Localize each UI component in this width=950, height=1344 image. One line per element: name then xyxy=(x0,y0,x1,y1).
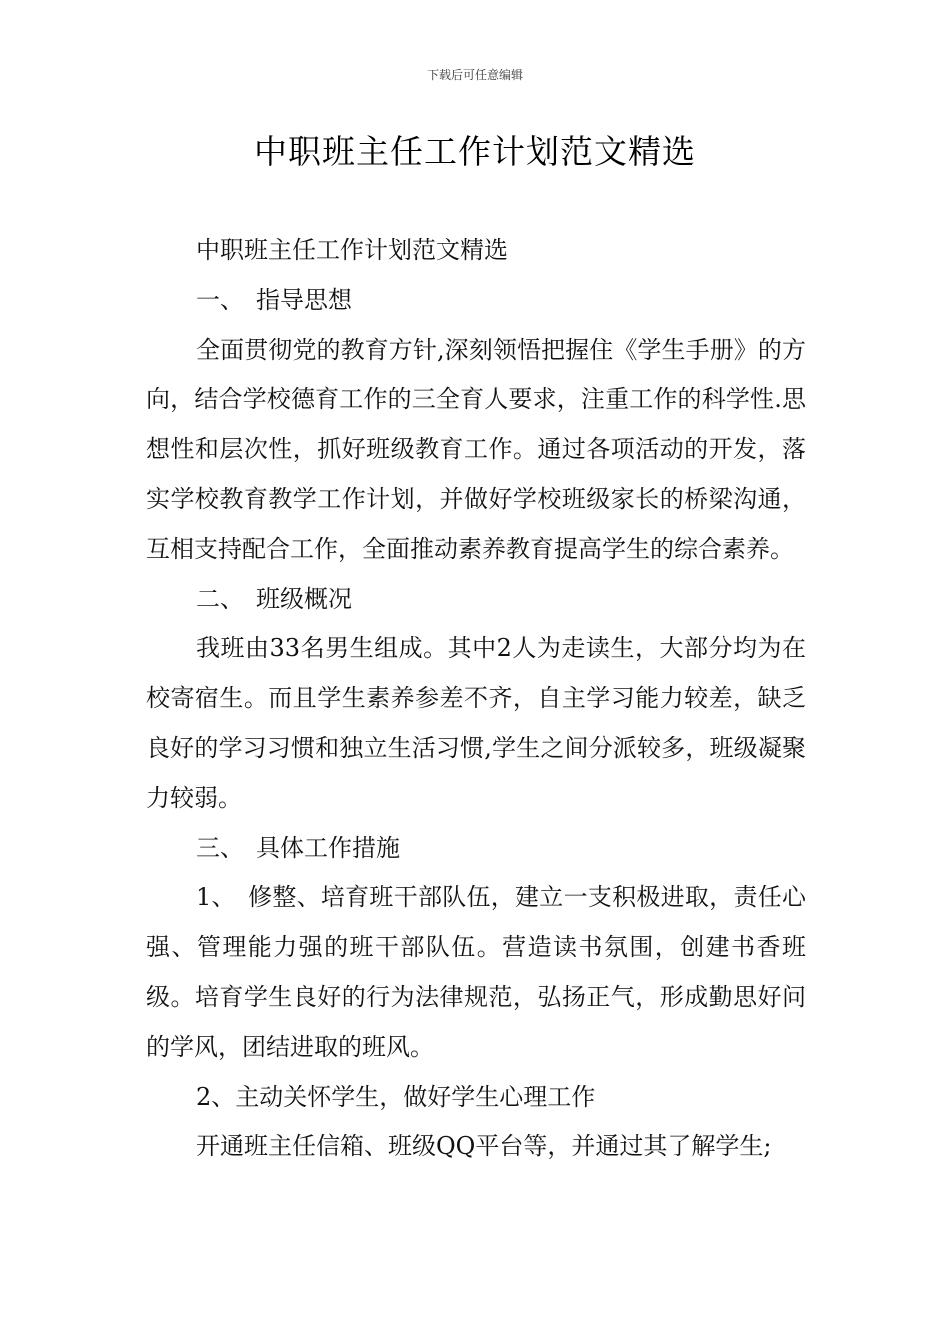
paragraph-subtitle: 中职班主任工作计划范文精选 xyxy=(196,236,508,264)
paragraph-measure-1: 1、 修整、培育班干部队伍，建立一支积极进取，责任心强、管理能力强的班干部队伍。营造读书氛围，创建书香班级。培育学生良好的行为法律规范，弘扬正气，形成勤思好问的学风，团结进取的班风。 xyxy=(146,883,806,1061)
section-heading-class-overview: 二、 班级概况 xyxy=(196,584,352,613)
header-note: 下载后可任意编辑 xyxy=(426,68,523,82)
section-heading-guiding-thought: 一、 指导思想 xyxy=(196,285,352,314)
paragraph-guiding-thought: 全面贯彻党的教育方针,深刻领悟把握住《学生手册》的方向，结合学校德育工作的三全育人要求，注重工作的科学性.思想性和层次性，抓好班级教育工作。通过各项活动的开发，落实学校教育教学工作计划，并做好学校班级家长的桥梁沟通，互相支持配合工作，全面推动素养教育提高学生的综合素养。 xyxy=(146,335,806,563)
paragraph-measure-2-body: 开通班主任信箱、班级QQ平台等，并通过其了解学生; xyxy=(196,1132,772,1161)
section-heading-measures: 三、 具体工作措施 xyxy=(196,833,400,862)
document-title: 中职班主任工作计划范文精选 xyxy=(254,132,696,171)
document-body xyxy=(146,226,806,1172)
paragraph-class-overview: 我班由33名男生组成。其中2人为走读生，大部分均为在校寄宿生。而且学生素养参差不齐，自主学习能力较差，缺乏良好的学习习惯和独立生活习惯,学生之间分派较多，班级凝聚力较弱。 xyxy=(146,634,806,812)
paragraph-measure-2-heading: 2、主动关怀学生，做好学生心理工作 xyxy=(196,1082,596,1111)
